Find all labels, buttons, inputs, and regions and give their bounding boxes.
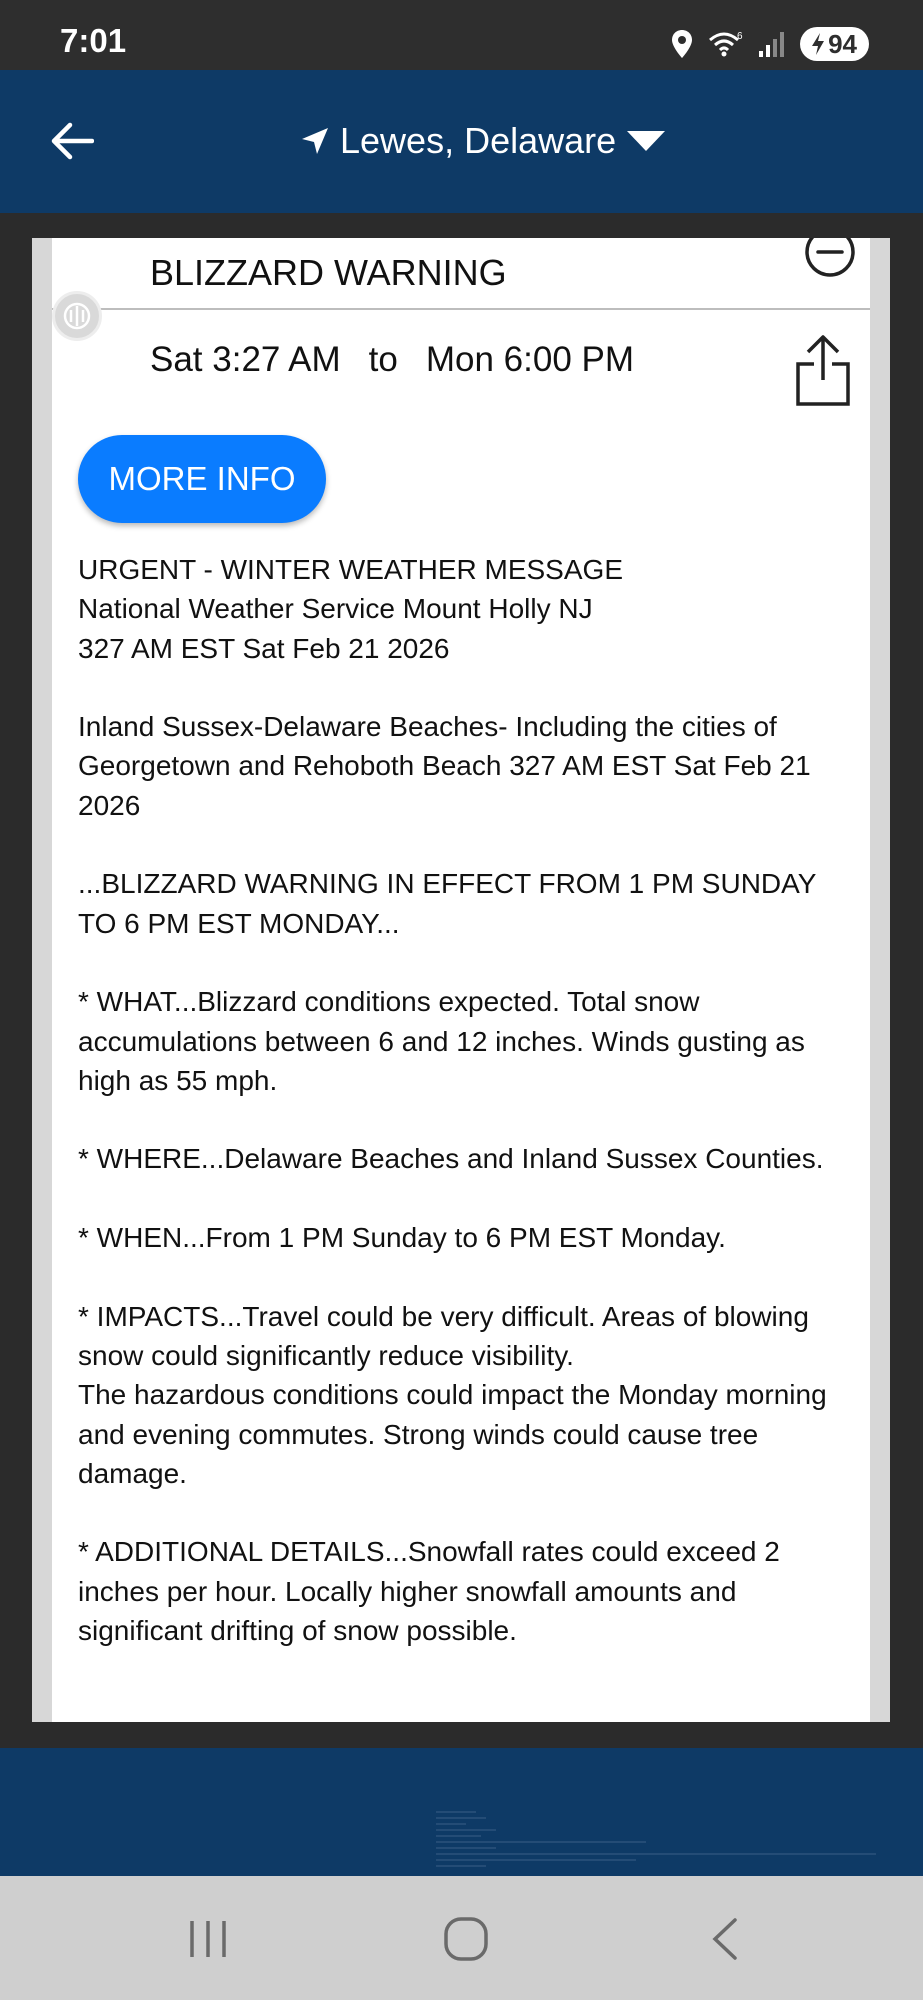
wifi-icon [708,29,744,59]
location-arrow-icon [300,126,330,156]
location-icon [670,29,694,59]
map-thumbnail-icon [436,1808,876,1870]
bottom-panel [0,1748,923,1876]
alert-header-block [78,550,858,668]
alert-container [32,238,890,1722]
alert-where-paragraph: * WHERE...Delaware Beaches and Inland Sussex Counties. [78,1143,824,1175]
home-button[interactable] [436,1914,496,1964]
battery-level: 94 [828,28,857,59]
battery-indicator [800,27,869,61]
back-nav-button[interactable] [696,1914,756,1964]
location-selector[interactable] [300,118,666,164]
alert-issued-line: 327 AM EST Sat Feb 21 2026 [78,632,450,664]
alert-end-time: Mon 6:00 PM [425,340,635,379]
radar-badge-icon [52,291,102,341]
alert-start-time: Sat 3:27 AM [150,340,341,379]
more-info-button[interactable]: MORE INFO [78,435,326,523]
back-button[interactable] [46,115,98,167]
alert-title: BLIZZARD WARNING [150,252,507,293]
system-nav-bar [0,1876,923,2000]
alert-what-paragraph: * WHAT...Blizzard conditions expected. Total snow accumulations between 6 and 12 inches. Winds gusting as high as 55 mph. [78,986,805,1096]
status-bar [0,0,923,70]
recent-apps-button[interactable] [178,1914,238,1964]
dropdown-triangle-icon [626,129,666,153]
alert-time-range [150,340,634,380]
radar-icon [62,301,92,331]
app-header [0,70,923,213]
alert-body [78,550,858,1650]
svg-text:6: 6 [737,31,743,42]
alert-when-paragraph: * WHEN...From 1 PM Sunday to 6 PM EST Monday. [78,1222,726,1254]
title-divider [52,308,870,310]
alert-details-paragraph: * ADDITIONAL DETAILS...Snowfall rates could exceed 2 inches per hour. Locally higher snowfall amounts and significant drifting of snow possible. [78,1536,780,1647]
back-chevron-icon [709,1917,743,1961]
alert-urgency-line: URGENT - WINTER WEATHER MESSAGE [78,554,623,585]
share-icon[interactable] [794,334,852,408]
back-arrow-icon [50,121,94,161]
location-name: Lewes, Delaware [340,120,617,161]
alert-card [52,238,870,1722]
alert-headline-paragraph: ...BLIZZARD WARNING IN EFFECT FROM 1 PM SUNDAY TO 6 PM EST MONDAY... [78,868,816,939]
alert-impacts-line2: The hazardous conditions could impact the Monday morning and evening commutes. Strong winds could cause tree damage. [78,1379,827,1489]
status-time: 7:01 [60,22,127,59]
collapse-icon[interactable] [804,238,856,278]
home-icon [443,1916,489,1962]
alert-impacts-line1: * IMPACTS...Travel could be very difficult. Areas of blowing snow could significantly reduce visibility. [78,1300,809,1371]
signal-icon [758,29,786,59]
time-range-separator: to [368,340,398,379]
status-icons [670,26,869,62]
recent-apps-icon [186,1919,230,1959]
alert-zones-paragraph: Inland Sussex-Delaware Beaches- Including the cities of Georgetown and Rehoboth Beach 327 AM EST Sat Feb 21 2026 [78,711,811,821]
battery-charging-icon [810,32,826,56]
alert-issuer-line: National Weather Service Mount Holly NJ [78,593,593,625]
alert-impacts-paragraph [78,1297,858,1493]
